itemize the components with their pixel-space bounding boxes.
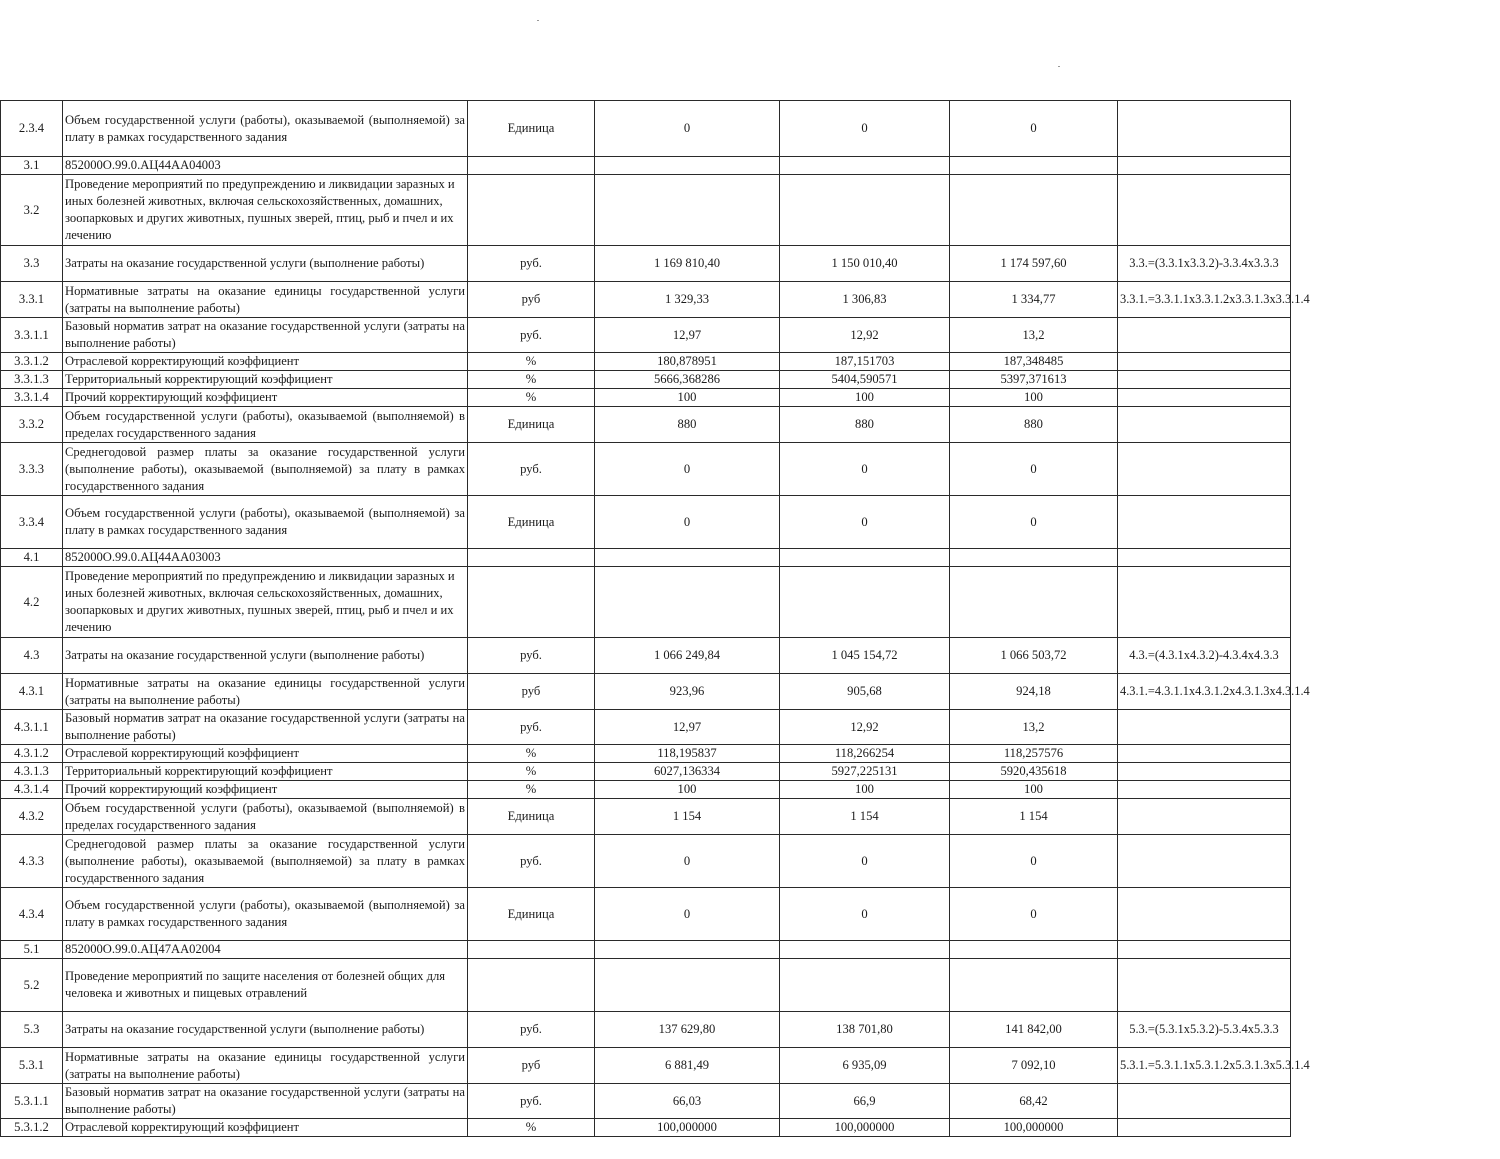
row-description: Базовый норматив затрат на оказание государственной услуги (затраты на выполнение работы) xyxy=(63,710,468,745)
row-description: Проведение мероприятий по защите населения от болезней общих для человека и животных и пищевых отравлений xyxy=(63,959,468,1012)
row-value-3: 100 xyxy=(950,781,1118,799)
row-description: Объем государственной услуги (работы), оказываемой (выполняемой) за плату в рамках государственного задания xyxy=(63,496,468,549)
row-description: Среднегодовой размер платы за оказание государственной услуги (выполнение работы), оказываемой (выполняемой) за плату в рамках государственного задания xyxy=(63,443,468,496)
row-value-2: 100,000000 xyxy=(780,1119,950,1137)
row-value-1: 118,195837 xyxy=(595,745,780,763)
row-formula xyxy=(1118,371,1291,389)
row-number: 3.3.3 xyxy=(1,443,63,496)
row-value-1: 1 169 810,40 xyxy=(595,246,780,282)
row-value-3: 880 xyxy=(950,407,1118,443)
row-value-3: 13,2 xyxy=(950,710,1118,745)
row-unit xyxy=(468,567,595,638)
table-row xyxy=(1,941,1291,959)
row-unit: руб. xyxy=(468,710,595,745)
table-row xyxy=(1,371,1291,389)
table-row xyxy=(1,389,1291,407)
row-description: Объем государственной услуги (работы), оказываемой (выполняемой) в пределах государственного задания xyxy=(63,407,468,443)
row-description: Среднегодовой размер платы за оказание государственной услуги (выполнение работы), оказываемой (выполняемой) за плату в рамках государственного задания xyxy=(63,835,468,888)
row-unit xyxy=(468,549,595,567)
row-value-3: 1 174 597,60 xyxy=(950,246,1118,282)
row-value-3 xyxy=(950,157,1118,175)
row-number: 5.3 xyxy=(1,1012,63,1048)
table-row xyxy=(1,959,1291,1012)
row-value-1: 5666,368286 xyxy=(595,371,780,389)
row-unit xyxy=(468,941,595,959)
row-number: 4.2 xyxy=(1,567,63,638)
row-value-1: 0 xyxy=(595,443,780,496)
row-value-3: 0 xyxy=(950,101,1118,157)
row-formula: 3.3.=(3.3.1х3.3.2)-3.3.4х3.3.3 xyxy=(1118,246,1291,282)
row-unit: % xyxy=(468,745,595,763)
row-value-1: 1 329,33 xyxy=(595,282,780,318)
row-unit: руб xyxy=(468,674,595,710)
row-value-2 xyxy=(780,549,950,567)
row-value-3: 100 xyxy=(950,389,1118,407)
row-value-1: 100 xyxy=(595,389,780,407)
table-body xyxy=(1,101,1310,1137)
row-value-2: 187,151703 xyxy=(780,353,950,371)
row-value-2: 0 xyxy=(780,888,950,941)
row-value-3: 100,000000 xyxy=(950,1119,1118,1137)
row-unit: Единица xyxy=(468,407,595,443)
row-description: Прочий корректирующий коэффициент xyxy=(63,389,468,407)
row-description: Базовый норматив затрат на оказание государственной услуги (затраты на выполнение работы) xyxy=(63,318,468,353)
row-description: 852000О.99.0.АЦ47АА02004 xyxy=(63,941,468,959)
row-formula xyxy=(1118,959,1291,1012)
row-number: 5.2 xyxy=(1,959,63,1012)
row-description: 852000О.99.0.АЦ44АА03003 xyxy=(63,549,468,567)
row-value-2: 100 xyxy=(780,781,950,799)
cost-calculation-table xyxy=(0,100,1310,1137)
row-value-1: 0 xyxy=(595,101,780,157)
table-row xyxy=(1,1119,1291,1137)
row-value-2: 1 150 010,40 xyxy=(780,246,950,282)
row-number: 4.1 xyxy=(1,549,63,567)
row-value-3 xyxy=(950,941,1118,959)
row-unit: руб. xyxy=(468,443,595,496)
row-number: 4.3.4 xyxy=(1,888,63,941)
row-number: 3.3.1.2 xyxy=(1,353,63,371)
table-row xyxy=(1,674,1291,710)
row-number: 5.3.1.1 xyxy=(1,1084,63,1119)
row-unit: руб. xyxy=(468,246,595,282)
row-value-2: 5927,225131 xyxy=(780,763,950,781)
row-value-2: 5404,590571 xyxy=(780,371,950,389)
row-value-3: 0 xyxy=(950,888,1118,941)
row-formula xyxy=(1118,318,1291,353)
table-row xyxy=(1,745,1291,763)
row-formula xyxy=(1118,549,1291,567)
row-unit: руб. xyxy=(468,1012,595,1048)
row-description: Объем государственной услуги (работы), оказываемой (выполняемой) за плату в рамках государственного задания xyxy=(63,888,468,941)
row-value-2: 138 701,80 xyxy=(780,1012,950,1048)
row-value-3: 5920,435618 xyxy=(950,763,1118,781)
row-description: Нормативные затраты на оказание единицы государственной услуги (затраты на выполнение работы) xyxy=(63,674,468,710)
row-description: Территориальный корректирующий коэффициент xyxy=(63,763,468,781)
row-value-1: 1 066 249,84 xyxy=(595,638,780,674)
row-value-3: 924,18 xyxy=(950,674,1118,710)
row-formula xyxy=(1118,781,1291,799)
table-row xyxy=(1,175,1291,246)
row-number: 4.3.2 xyxy=(1,799,63,835)
row-description: Затраты на оказание государственной услуги (выполнение работы) xyxy=(63,246,468,282)
row-formula xyxy=(1118,353,1291,371)
row-formula xyxy=(1118,567,1291,638)
row-value-1: 137 629,80 xyxy=(595,1012,780,1048)
row-number: 3.3 xyxy=(1,246,63,282)
row-number: 4.3.1.1 xyxy=(1,710,63,745)
row-formula xyxy=(1118,745,1291,763)
row-formula xyxy=(1118,175,1291,246)
row-value-3: 0 xyxy=(950,443,1118,496)
row-value-3: 68,42 xyxy=(950,1084,1118,1119)
row-unit xyxy=(468,959,595,1012)
row-unit: % xyxy=(468,763,595,781)
row-value-1 xyxy=(595,959,780,1012)
row-number: 4.3.1.4 xyxy=(1,781,63,799)
row-formula: 5.3.1.=5.3.1.1х5.3.1.2х5.3.1.3х5.3.1.4 xyxy=(1118,1048,1291,1084)
row-number: 2.3.4 xyxy=(1,101,63,157)
row-value-2: 100 xyxy=(780,389,950,407)
table-row xyxy=(1,567,1291,638)
row-description: Затраты на оказание государственной услуги (выполнение работы) xyxy=(63,1012,468,1048)
row-number: 5.1 xyxy=(1,941,63,959)
row-number: 5.3.1.2 xyxy=(1,1119,63,1137)
table-row xyxy=(1,1084,1291,1119)
row-number: 3.2 xyxy=(1,175,63,246)
row-value-3: 13,2 xyxy=(950,318,1118,353)
row-value-2: 1 306,83 xyxy=(780,282,950,318)
row-formula xyxy=(1118,157,1291,175)
row-unit: % xyxy=(468,353,595,371)
row-number: 4.3.1 xyxy=(1,674,63,710)
row-number: 3.3.1.4 xyxy=(1,389,63,407)
table-row xyxy=(1,1012,1291,1048)
row-description: Базовый норматив затрат на оказание государственной услуги (затраты на выполнение работы) xyxy=(63,1084,468,1119)
row-unit xyxy=(468,175,595,246)
row-formula xyxy=(1118,101,1291,157)
row-formula xyxy=(1118,710,1291,745)
table-row xyxy=(1,318,1291,353)
table-row xyxy=(1,407,1291,443)
row-value-3: 1 154 xyxy=(950,799,1118,835)
row-description: Отраслевой корректирующий коэффициент xyxy=(63,745,468,763)
table-row xyxy=(1,638,1291,674)
row-unit: руб. xyxy=(468,1084,595,1119)
row-unit: % xyxy=(468,1119,595,1137)
table-row xyxy=(1,353,1291,371)
row-unit xyxy=(468,157,595,175)
row-value-1: 0 xyxy=(595,835,780,888)
row-value-1: 180,878951 xyxy=(595,353,780,371)
row-value-1: 6 881,49 xyxy=(595,1048,780,1084)
row-value-1: 100 xyxy=(595,781,780,799)
row-value-2 xyxy=(780,959,950,1012)
row-description: Нормативные затраты на оказание единицы государственной услуги (затраты на выполнение работы) xyxy=(63,282,468,318)
row-number: 3.3.2 xyxy=(1,407,63,443)
row-number: 5.3.1 xyxy=(1,1048,63,1084)
row-value-2 xyxy=(780,175,950,246)
row-number: 3.3.1.1 xyxy=(1,318,63,353)
row-formula xyxy=(1118,443,1291,496)
row-description: Нормативные затраты на оказание единицы государственной услуги (затраты на выполнение работы) xyxy=(63,1048,468,1084)
row-unit: руб xyxy=(468,282,595,318)
row-value-1 xyxy=(595,549,780,567)
row-unit: Единица xyxy=(468,101,595,157)
row-formula: 4.3.1.=4.3.1.1х4.3.1.2х4.3.1.3х4.3.1.4 xyxy=(1118,674,1291,710)
row-value-2: 1 154 xyxy=(780,799,950,835)
table-row xyxy=(1,710,1291,745)
table-row xyxy=(1,781,1291,799)
table-row xyxy=(1,282,1291,318)
row-formula xyxy=(1118,1119,1291,1137)
table-row xyxy=(1,101,1291,157)
row-formula xyxy=(1118,1084,1291,1119)
document-sheet xyxy=(0,100,1310,1137)
row-value-2: 0 xyxy=(780,835,950,888)
table-row xyxy=(1,246,1291,282)
row-value-1: 12,97 xyxy=(595,710,780,745)
row-value-2 xyxy=(780,567,950,638)
row-value-2: 0 xyxy=(780,101,950,157)
row-unit: руб. xyxy=(468,318,595,353)
row-value-1: 66,03 xyxy=(595,1084,780,1119)
row-formula xyxy=(1118,407,1291,443)
row-value-2 xyxy=(780,157,950,175)
table-row xyxy=(1,763,1291,781)
row-value-3: 7 092,10 xyxy=(950,1048,1118,1084)
table-row xyxy=(1,549,1291,567)
row-description: Объем государственной услуги (работы), оказываемой (выполняемой) за плату в рамках государственного задания xyxy=(63,101,468,157)
row-formula xyxy=(1118,763,1291,781)
row-value-3: 1 066 503,72 xyxy=(950,638,1118,674)
row-description: Отраслевой корректирующий коэффициент xyxy=(63,353,468,371)
row-description: Объем государственной услуги (работы), оказываемой (выполняемой) в пределах государственного задания xyxy=(63,799,468,835)
row-value-2: 12,92 xyxy=(780,318,950,353)
row-value-1: 0 xyxy=(595,888,780,941)
row-value-3 xyxy=(950,959,1118,1012)
table-row xyxy=(1,799,1291,835)
row-unit: % xyxy=(468,389,595,407)
row-value-3: 0 xyxy=(950,835,1118,888)
row-value-1: 0 xyxy=(595,496,780,549)
row-formula xyxy=(1118,835,1291,888)
row-value-2: 0 xyxy=(780,496,950,549)
row-value-2: 12,92 xyxy=(780,710,950,745)
row-value-1 xyxy=(595,175,780,246)
row-unit: % xyxy=(468,371,595,389)
row-value-1 xyxy=(595,941,780,959)
row-number: 3.3.1.3 xyxy=(1,371,63,389)
row-formula xyxy=(1118,389,1291,407)
row-value-1: 1 154 xyxy=(595,799,780,835)
table-row xyxy=(1,443,1291,496)
row-unit: руб. xyxy=(468,835,595,888)
row-formula xyxy=(1118,496,1291,549)
table-row xyxy=(1,157,1291,175)
table-row xyxy=(1,1048,1291,1084)
row-description: Прочий корректирующий коэффициент xyxy=(63,781,468,799)
row-formula: 3.3.1.=3.3.1.1х3.3.1.2х3.3.1.3х3.3.1.4 xyxy=(1118,282,1291,318)
row-description: Территориальный корректирующий коэффициент xyxy=(63,371,468,389)
row-value-1: 880 xyxy=(595,407,780,443)
row-value-3 xyxy=(950,567,1118,638)
row-description: Проведение мероприятий по предупреждению и ликвидации заразных и иных болезней животных, включая сельскохозяйственных, домашних, зоопарковых и других животных, пушных зверей, птиц, рыб и пчел и их лечению xyxy=(63,567,468,638)
row-number: 4.3.1.3 xyxy=(1,763,63,781)
row-value-3: 0 xyxy=(950,496,1118,549)
row-value-1 xyxy=(595,567,780,638)
row-description: Отраслевой корректирующий коэффициент xyxy=(63,1119,468,1137)
table-row xyxy=(1,888,1291,941)
row-value-3: 118,257576 xyxy=(950,745,1118,763)
row-number: 3.3.4 xyxy=(1,496,63,549)
row-formula: 4.3.=(4.3.1х4.3.2)-4.3.4х4.3.3 xyxy=(1118,638,1291,674)
row-value-1 xyxy=(595,157,780,175)
row-number: 3.1 xyxy=(1,157,63,175)
row-value-3: 187,348485 xyxy=(950,353,1118,371)
row-description: Затраты на оказание государственной услуги (выполнение работы) xyxy=(63,638,468,674)
row-unit: руб. xyxy=(468,638,595,674)
row-unit: Единица xyxy=(468,888,595,941)
row-formula xyxy=(1118,941,1291,959)
row-formula xyxy=(1118,799,1291,835)
table-row xyxy=(1,496,1291,549)
row-unit: Единица xyxy=(468,799,595,835)
row-value-3 xyxy=(950,549,1118,567)
row-number: 4.3.3 xyxy=(1,835,63,888)
row-number: 4.3.1.2 xyxy=(1,745,63,763)
row-value-2 xyxy=(780,941,950,959)
row-unit: Единица xyxy=(468,496,595,549)
row-unit: руб xyxy=(468,1048,595,1084)
row-value-1: 12,97 xyxy=(595,318,780,353)
row-value-3: 1 334,77 xyxy=(950,282,1118,318)
row-unit: % xyxy=(468,781,595,799)
row-number: 4.3 xyxy=(1,638,63,674)
row-description: Проведение мероприятий по предупреждению и ликвидации заразных и иных болезней животных, включая сельскохозяйственных, домашних, зоопарковых и других животных, пушных зверей, птиц, рыб и пчел и их лечению xyxy=(63,175,468,246)
table-row xyxy=(1,835,1291,888)
row-description: 852000О.99.0.АЦ44АА04003 xyxy=(63,157,468,175)
row-formula xyxy=(1118,888,1291,941)
row-value-2: 6 935,09 xyxy=(780,1048,950,1084)
row-value-2: 880 xyxy=(780,407,950,443)
row-value-3: 141 842,00 xyxy=(950,1012,1118,1048)
row-value-1: 6027,136334 xyxy=(595,763,780,781)
row-value-3: 5397,371613 xyxy=(950,371,1118,389)
row-number: 3.3.1 xyxy=(1,282,63,318)
row-value-3 xyxy=(950,175,1118,246)
row-value-2: 118,266254 xyxy=(780,745,950,763)
row-value-2: 1 045 154,72 xyxy=(780,638,950,674)
row-value-1: 923,96 xyxy=(595,674,780,710)
row-value-2: 0 xyxy=(780,443,950,496)
row-value-2: 66,9 xyxy=(780,1084,950,1119)
row-formula: 5.3.=(5.3.1х5.3.2)-5.3.4х5.3.3 xyxy=(1118,1012,1291,1048)
row-value-1: 100,000000 xyxy=(595,1119,780,1137)
row-value-2: 905,68 xyxy=(780,674,950,710)
